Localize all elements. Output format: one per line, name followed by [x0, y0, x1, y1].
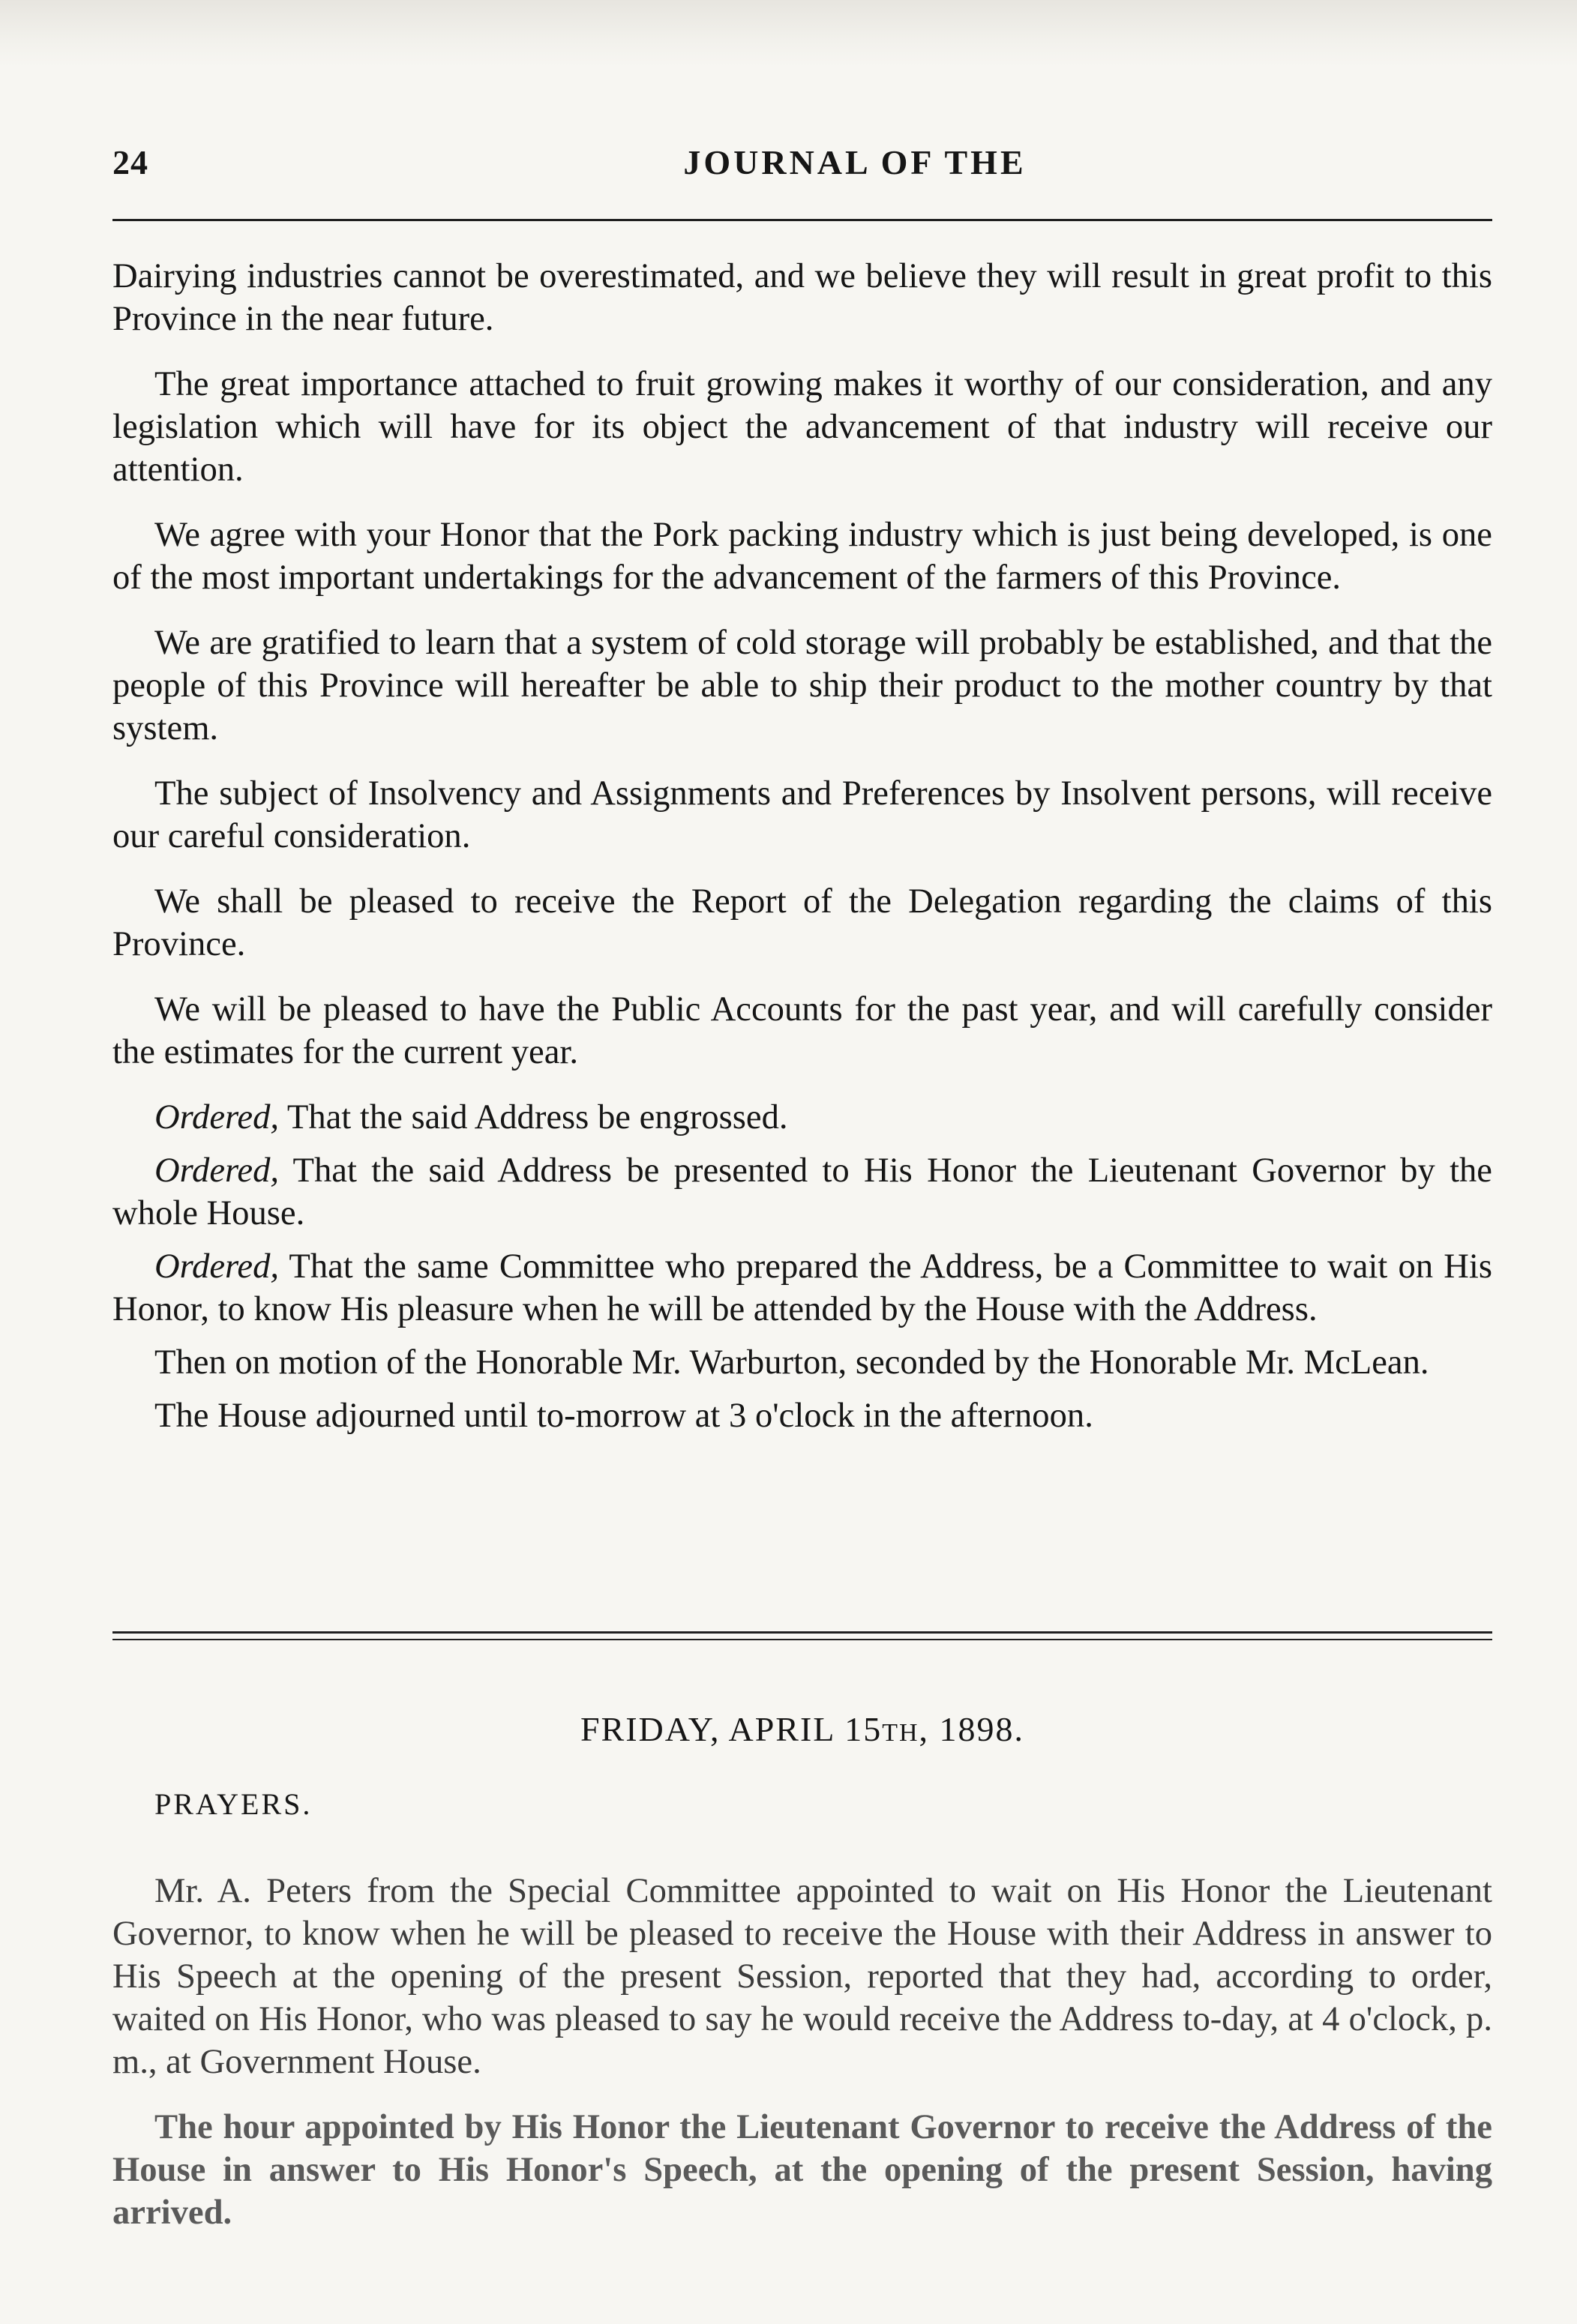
paragraph-delegation: We shall be pleased to receive the Report of the Delegation regarding the claims of this Province.: [112, 882, 1492, 963]
journal-body: [112, 255, 1492, 1448]
date-year: , 1898.: [919, 1710, 1025, 1748]
page-header: [112, 142, 1492, 187]
scan-border: [0, 0, 1577, 67]
order-text: That the said Address be engrossed.: [279, 1098, 788, 1137]
section-rule-bottom: [112, 1639, 1492, 1640]
adjournment-paragraph: The House adjourned until to-morrow at 3 o'clock in the afternoon.: [154, 1396, 1093, 1435]
date-suffix: TH: [882, 1719, 919, 1747]
paragraph-pork-packing: We agree with your Honor that the Pork packing industry which is just being developed, is one of the most important undertakings for the advancement of the farmers of this Province.: [112, 515, 1492, 597]
order-label: Ordered,: [154, 1098, 280, 1137]
order-text: That the said Address be presented to His Honor the Lieutenant Governor by the whole House.: [112, 1151, 1492, 1232]
motion-paragraph: Then on motion of the Honorable Mr. Warburton, seconded by the Honorable Mr. McLean.: [154, 1343, 1429, 1382]
order-presented: [112, 1149, 1492, 1235]
order-label: Ordered,: [154, 1151, 280, 1190]
order-engrossed: [112, 1096, 1492, 1139]
paragraph-committee-report: Mr. A. Peters from the Special Committee appointed to wait on His Honor the Lieutenant Governor, to know when he will be pleased to receive the House with their Address in answer to His Speech at the opening of the present Session, reported that they had, according to order, waited on His Honor, who was pleased to say he would receive the Address to-day, at 4 o'clock, p. m., at Government House.: [112, 1871, 1492, 2081]
paragraph-public-accounts: We will be pleased to have the Public Accounts for the past year, and will carefully consider the estimates for the current year.: [112, 990, 1492, 1071]
date-main: FRIDAY, APRIL 15: [580, 1710, 883, 1748]
paragraph-fruit-growing: The great importance attached to fruit growing makes it worthy of our consideration, and any legislation which will have for its object the advancement of that industry will receive our attention.: [112, 364, 1492, 489]
order-text: That the same Committee who prepared the Address, be a Committee to wait on His Honor, to know His pleasure when he will be attended by the House with the Address.: [112, 1247, 1492, 1328]
session-date: [112, 1709, 1492, 1749]
prayers-heading: PRAYERS.: [154, 1787, 313, 1821]
order-committee: [112, 1245, 1492, 1331]
order-label: Ordered,: [154, 1247, 280, 1286]
paragraph-hour-appointed: The hour appointed by His Honor the Lieutenant Governor to receive the Address of the House in answer to His Honor's Speech, at the opening of the present Session, having arrived.: [112, 2107, 1492, 2232]
friday-section: [112, 1709, 1492, 2257]
section-rule-top: [112, 1631, 1492, 1634]
running-title: JOURNAL OF THE: [683, 143, 1027, 181]
page-number: 24: [112, 143, 148, 181]
paragraph-cold-storage: We are gratified to learn that a system of cold storage will probably be established, and that the people of this Province will hereafter be able to ship their product to the mother country by that system.: [112, 623, 1492, 747]
header-rule: [112, 219, 1492, 221]
paragraph-insolvency: The subject of Insolvency and Assignments and Preferences by Insolvent persons, will receive our careful consideration.: [112, 774, 1492, 855]
paragraph-dairying: Dairying industries cannot be overestimated, and we believe they will result in great profit to this Province in the near future.: [112, 256, 1492, 338]
